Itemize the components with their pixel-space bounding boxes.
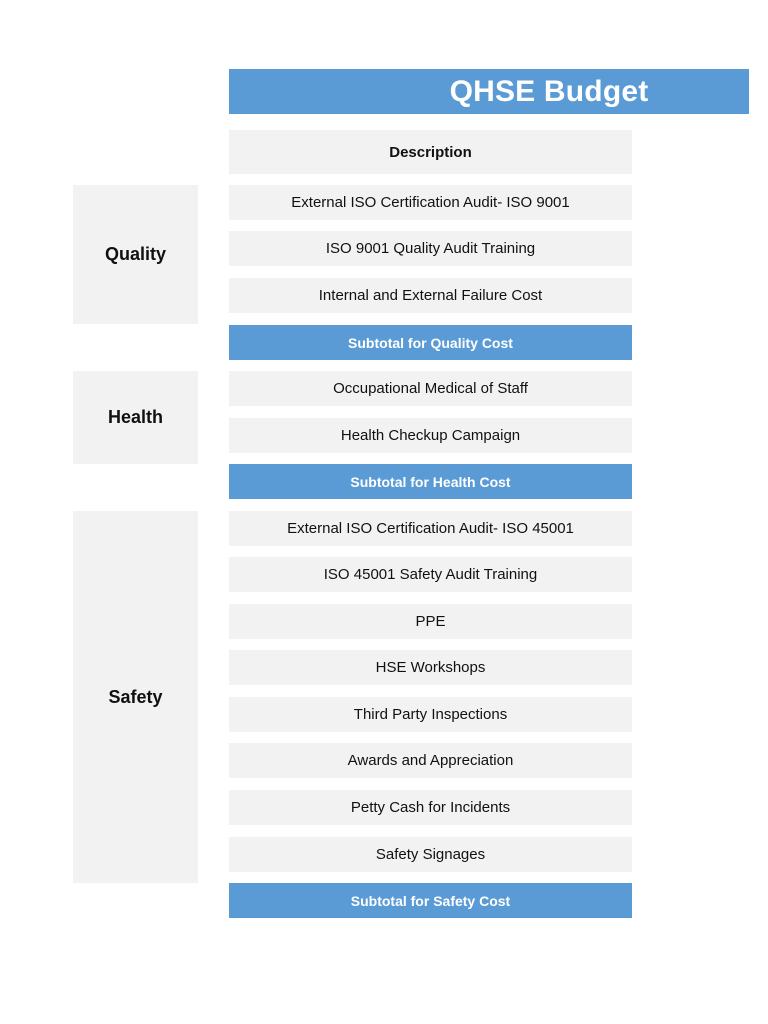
category-safety: Safety [73, 511, 198, 883]
budget-item-row: ISO 45001 Safety Audit Training [229, 557, 632, 592]
budget-item-row: Safety Signages [229, 837, 632, 872]
budget-item-row: HSE Workshops [229, 650, 632, 685]
page-title [229, 69, 749, 114]
budget-item-row: Third Party Inspections [229, 697, 632, 732]
budget-item-row: PPE [229, 604, 632, 639]
description-header: Description [229, 130, 632, 174]
page-title-text: QHSE Budget [449, 74, 649, 108]
category-health: Health [73, 371, 198, 464]
budget-item-row: External ISO Certification Audit- ISO 45001 [229, 511, 632, 546]
budget-item-row: Petty Cash for Incidents [229, 790, 632, 825]
budget-item-row: Internal and External Failure Cost [229, 278, 632, 313]
budget-item-row: Occupational Medical of Staff [229, 371, 632, 406]
subtotal-health: Subtotal for Health Cost [229, 464, 632, 499]
subtotal-quality: Subtotal for Quality Cost [229, 325, 632, 360]
category-quality: Quality [73, 185, 198, 324]
budget-item-row: Awards and Appreciation [229, 743, 632, 778]
budget-item-row: External ISO Certification Audit- ISO 9001 [229, 185, 632, 220]
budget-item-row: ISO 9001 Quality Audit Training [229, 231, 632, 266]
subtotal-safety: Subtotal for Safety Cost [229, 883, 632, 918]
budget-item-row: Health Checkup Campaign [229, 418, 632, 453]
